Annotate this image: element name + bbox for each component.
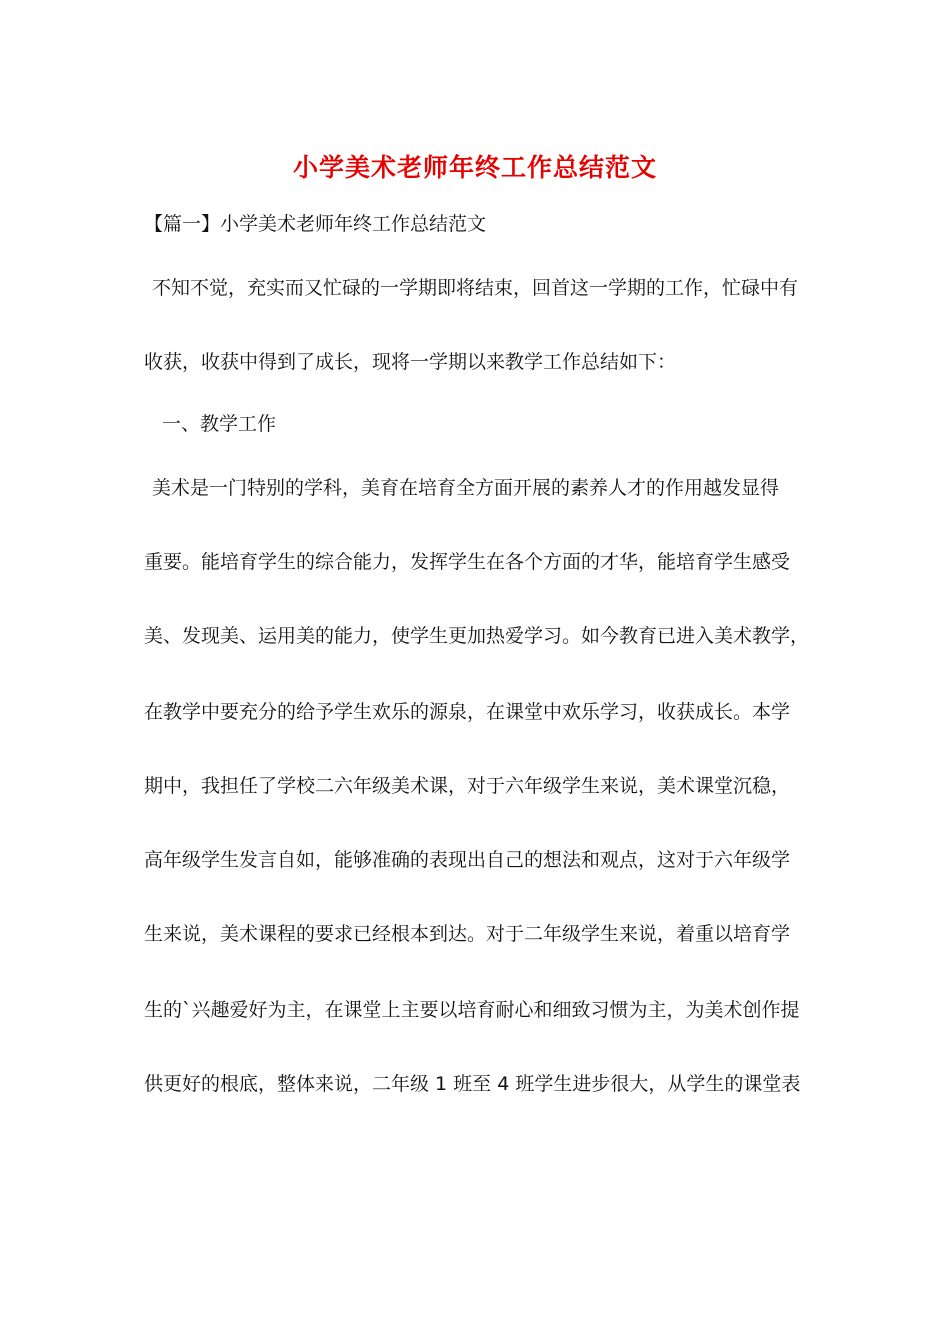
paragraph-line: 期中，我担任了学校二六年级美术课，对于六年级学生来说，美术课堂沉稳， bbox=[144, 775, 791, 797]
paragraph-line: 高年级学生发言自如，能够准确的表现出自己的想法和观点，这对于六年级学 bbox=[144, 849, 791, 871]
paragraph-line: 重要。能培育学生的综合能力，发挥学生在各个方面的才华，能培育学生感受 bbox=[144, 551, 791, 573]
paragraph-line: 生的`兴趣爱好为主，在课堂上主要以培育耐心和细致习惯为主，为美术创作提 bbox=[144, 999, 800, 1021]
paragraph-line: 供更好的根底，整体来说，二年级 1 班至 4 班学生进步很大，从学生的课堂表 bbox=[144, 1073, 801, 1095]
paragraph-line: 不知不觉，充实而又忙碌的一学期即将结束，回首这一学期的工作，忙碌中有 bbox=[152, 277, 799, 299]
paragraph-line: 收获，收获中得到了成长，现将一学期以来教学工作总结如下： bbox=[144, 351, 677, 373]
document-title: 小学美术老师年终工作总结范文 bbox=[292, 153, 657, 182]
section-heading: 一、教学工作 bbox=[162, 413, 277, 435]
section-subtitle: 【篇一】小学美术老师年终工作总结范文 bbox=[144, 213, 487, 235]
paragraph-line: 美、发现美、运用美的能力，使学生更加热爱学习。如今教育已进入美术教学， bbox=[144, 625, 810, 647]
paragraph-line: 生来说，美术课程的要求已经根本到达。对于二年级学生来说，着重以培育学 bbox=[144, 923, 791, 945]
paragraph-line: 美术是一门特别的学科，美育在培育全方面开展的素养人才的作用越发显得 bbox=[152, 477, 780, 499]
paragraph-line: 在教学中要充分的给予学生欢乐的源泉，在课堂中欢乐学习，收获成长。本学 bbox=[144, 701, 791, 723]
